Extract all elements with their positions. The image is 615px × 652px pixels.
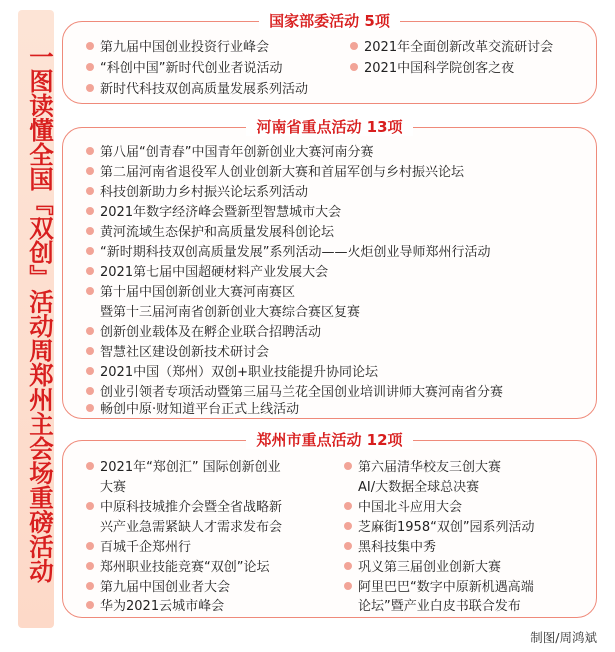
henan-title-text: 河南省重点活动 13项 (246, 118, 412, 136)
bullet-dot-icon (86, 287, 94, 295)
bullet-dot-icon (86, 404, 94, 412)
list-item: 2021年“郑创汇” 国际创新创业 (86, 458, 281, 478)
list-item: 郑州职业技能竞赛“双创”论坛 (86, 558, 269, 578)
henan-title (62, 116, 597, 137)
list-item: 第八届“创青春”中国青年创新创业大赛河南分赛 (86, 143, 373, 163)
list-item-continued: 兴产业急需紧缺人才需求发布会 (100, 520, 283, 535)
bullet-dot-icon (86, 582, 94, 590)
bullet-dot-icon (86, 327, 94, 335)
bullet-dot-icon (86, 267, 94, 275)
list-item: 第六届清华校友三创大赛 (344, 458, 501, 478)
bullet-dot-icon (86, 542, 94, 550)
bullet-dot-icon (86, 84, 94, 92)
list-item: 华为2021云城市峰会 (86, 597, 224, 617)
list-item-continued: 论坛”暨产业白皮书联合发布 (358, 599, 521, 614)
list-item: 第九届中国创业投资行业峰会 (86, 38, 269, 58)
bullet-dot-icon (86, 63, 94, 71)
zhengzhou-title-text: 郑州市重点活动 12项 (246, 431, 412, 449)
bullet-dot-icon (86, 42, 94, 50)
bullet-dot-icon (86, 562, 94, 570)
list-item: 第二届河南省退役军人创业创新大赛和首届军创与乡村振兴论坛 (86, 163, 464, 183)
bullet-dot-icon (344, 522, 352, 530)
bullet-dot-icon (344, 582, 352, 590)
list-item: 科技创新助力乡村振兴论坛系列活动 (86, 183, 308, 203)
list-item: 芝麻街1958“双创”园系列活动 (344, 518, 535, 538)
list-item: 智慧社区建设创新技术研讨会 (86, 343, 269, 363)
list-item: 第十届中国创新创业大赛河南赛区 (86, 283, 295, 303)
bullet-dot-icon (344, 562, 352, 570)
bullet-dot-icon (86, 227, 94, 235)
list-item: 2021年数字经济峰会暨新型智慧城市大会 (86, 203, 341, 223)
list-item: 黑科技集中秀 (344, 538, 436, 558)
bullet-dot-icon (86, 247, 94, 255)
list-item: 创新创业载体及在孵企业联合招聘活动 (86, 323, 321, 343)
zhengzhou-title (62, 429, 597, 450)
list-item: 第九届中国创业者大会 (86, 578, 230, 598)
bullet-dot-icon (344, 462, 352, 470)
bullet-dot-icon (86, 601, 94, 609)
list-item: “科创中国”新时代创业者说活动 (86, 59, 282, 79)
list-item: “新时期科技双创高质量发展”系列活动——火炬创业导师郑州行活动 (86, 243, 490, 263)
list-item: 2021第七届中国超硬材料产业发展大会 (86, 263, 328, 283)
bullet-dot-icon (86, 347, 94, 355)
national-title (62, 10, 597, 31)
bullet-dot-icon (344, 502, 352, 510)
bullet-dot-icon (86, 387, 94, 395)
credit-text: 制图/周鸿斌 (530, 630, 597, 645)
bullet-dot-icon (86, 502, 94, 510)
list-item: 百城千企郑州行 (86, 538, 191, 558)
bullet-dot-icon (86, 147, 94, 155)
list-item: 畅创中原·财知道平台正式上线活动 (86, 400, 299, 420)
bullet-dot-icon (350, 42, 358, 50)
bullet-dot-icon (86, 187, 94, 195)
bullet-dot-icon (86, 462, 94, 470)
bullet-dot-icon (86, 367, 94, 375)
side-title: 一图读懂全国『双创』活动周郑州主会场重磅活动 (26, 44, 55, 583)
list-item: 2021年全面创新改革交流研讨会 (350, 38, 553, 58)
national-title-text: 国家部委活动 5项 (259, 12, 400, 30)
list-item: 阿里巴巴“数字中原新机遇高端 (344, 578, 534, 598)
list-item: 2021中国（郑州）双创+职业技能提升协同论坛 (86, 363, 378, 383)
list-item: 中国北斗应用大会 (344, 498, 462, 518)
bullet-dot-icon (86, 207, 94, 215)
list-item-continued: 大赛 (100, 480, 127, 495)
bullet-dot-icon (86, 167, 94, 175)
list-item: 创业引领者专项活动暨第三届马兰花全国创业培训讲师大赛河南省分赛 (86, 383, 503, 403)
bullet-dot-icon (344, 542, 352, 550)
list-item: 黄河流域生态保护和高质量发展科创论坛 (86, 223, 334, 243)
list-item: 新时代科技双创高质量发展系列活动 (86, 80, 308, 100)
list-item: 中原科技城推介会暨全省战略新 (86, 498, 282, 518)
list-item: 巩义第三届创业创新大赛 (344, 558, 501, 578)
list-item-continued: 暨第十三届河南省创新创业大赛综合赛区复赛 (100, 305, 361, 320)
list-item-continued: AI/大数据全球总决赛 (358, 480, 480, 495)
bullet-dot-icon (350, 63, 358, 71)
list-item: 2021中国科学院创客之夜 (350, 59, 514, 79)
